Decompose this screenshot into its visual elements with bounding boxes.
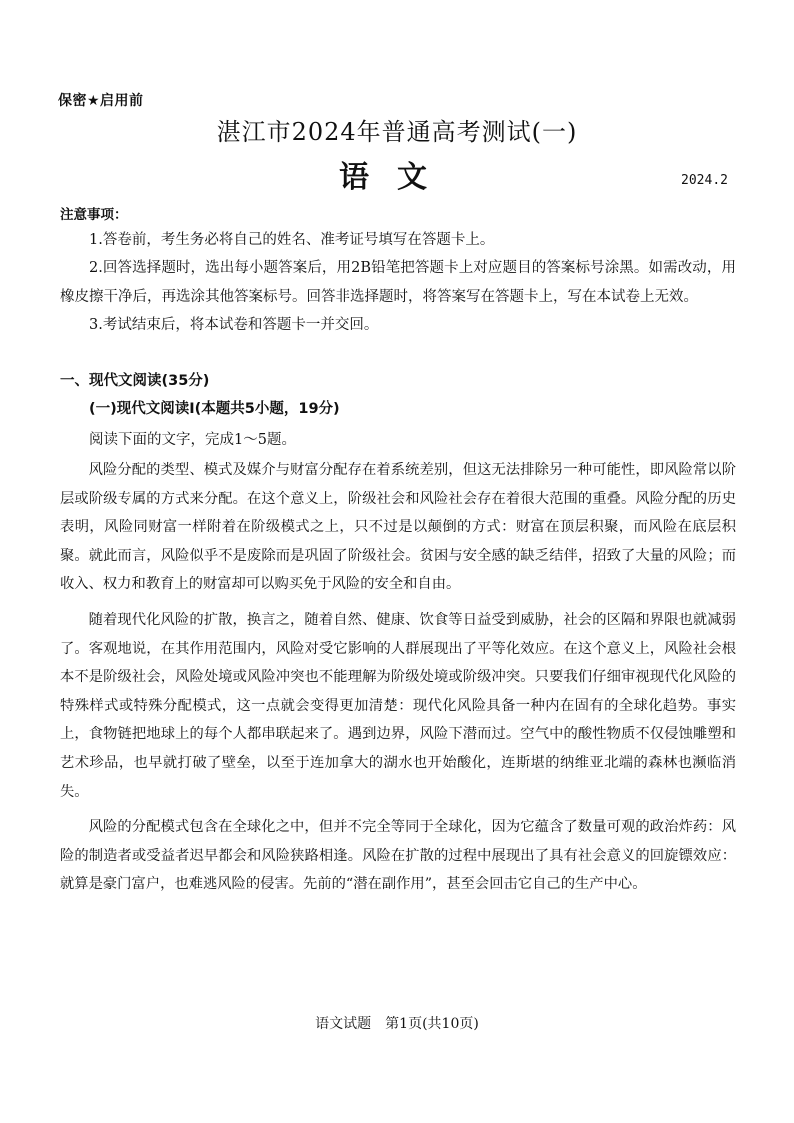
subject-title: 语文: [339, 160, 455, 195]
passage-paragraph: 风险分配的类型、模式及媒介与财富分配存在着系统差别，但这无法排除另一种可能性，即风险常以阶层或阶级专属的方式来分配。在这个意义上，阶级社会和风险社会存在着很大范围的重叠。风险分配的历史表明，风险同财富一样附着在阶级模式之上，只不过是以颠倒的方式：财富在顶层积聚，而风险在底层积聚。就此而言，风险似乎不是废除而是巩固了阶级社会。贫困与安全感的缺乏结伴，招致了大量的风险；而收入、权力和教育上的财富却可以购买免于风险的安全和自由。: [60, 462, 736, 593]
exam-date: 2024.2: [681, 173, 728, 188]
passage-paragraph: 随着现代化风险的扩散，换言之，随着自然、健康、饮食等日益受到威胁，社会的区隔和界限也就减弱了。客观地说，在其作用范围内，风险对受它影响的人群展现出了平等化效应。在这个意义上，风险社会根本不是阶级社会，风险处境或风险冲突也不能理解为阶级处境或阶级冲突。只要我们仔细审视现代化风险的特殊样式或特殊分配模式，这一点就会变得更加清楚：现代化风险具备一种内在固有的全球化趋势。事实上，食物链把地球上的每个人都串联起来了。遇到边界，风险下潜而过。空气中的酸性物质不仅侵蚀雕塑和艺术珍品，也早就打破了壁垒，以至于连加拿大的湖水也开始酸化，连斯堪的纳维亚北端的森林也濒临消失。: [60, 611, 736, 800]
page-footer: 语文试题 第1页(共10页): [315, 1016, 479, 1032]
notice-heading: 注意事项：: [60, 207, 128, 223]
passage-paragraph: 风险的分配模式包含在全球化之中，但并不完全等同于全球化，因为它蕴含了数量可观的政治炸药：风险的制造者或受益者迟早都会和风险狭路相逢。风险在扩散的过程中展现出了具有社会意义的回旋镖效应：就算是豪门富户，也难逃风险的侵害。先前的“潜在副作用”，甚至会回击它自己的生产中心。: [60, 819, 736, 893]
exam-title: 湛江市2024年普通高考测试(一): [216, 118, 578, 146]
notice-item: 1.答卷前，考生务必将自己的姓名、准考证号填写在答题卡上。: [89, 232, 495, 248]
reading-instruction: 阅读下面的文字，完成1～5题。: [89, 432, 296, 448]
subsection-heading: (一)现代文阅读Ⅰ(本题共5小题，19分): [89, 401, 340, 417]
notice-list: [60, 226, 736, 340]
section-heading: 一、现代文阅读(35分): [60, 373, 210, 389]
notice-item: 2.回答选择题时，选出每小题答案后，用2B铅笔把答题卡上对应题目的答案标号涂黑。如需改动，用橡皮擦干净后，再选涂其他答案标号。回答非选择题时，将答案写在答题卡上，写在本试卷上无效。: [60, 260, 736, 305]
confidential-label: 保密★启用前: [58, 93, 144, 109]
reading-passage: [60, 456, 736, 906]
notice-item: 3.考试结束后，将本试卷和答题卡一并交回。: [89, 317, 379, 334]
